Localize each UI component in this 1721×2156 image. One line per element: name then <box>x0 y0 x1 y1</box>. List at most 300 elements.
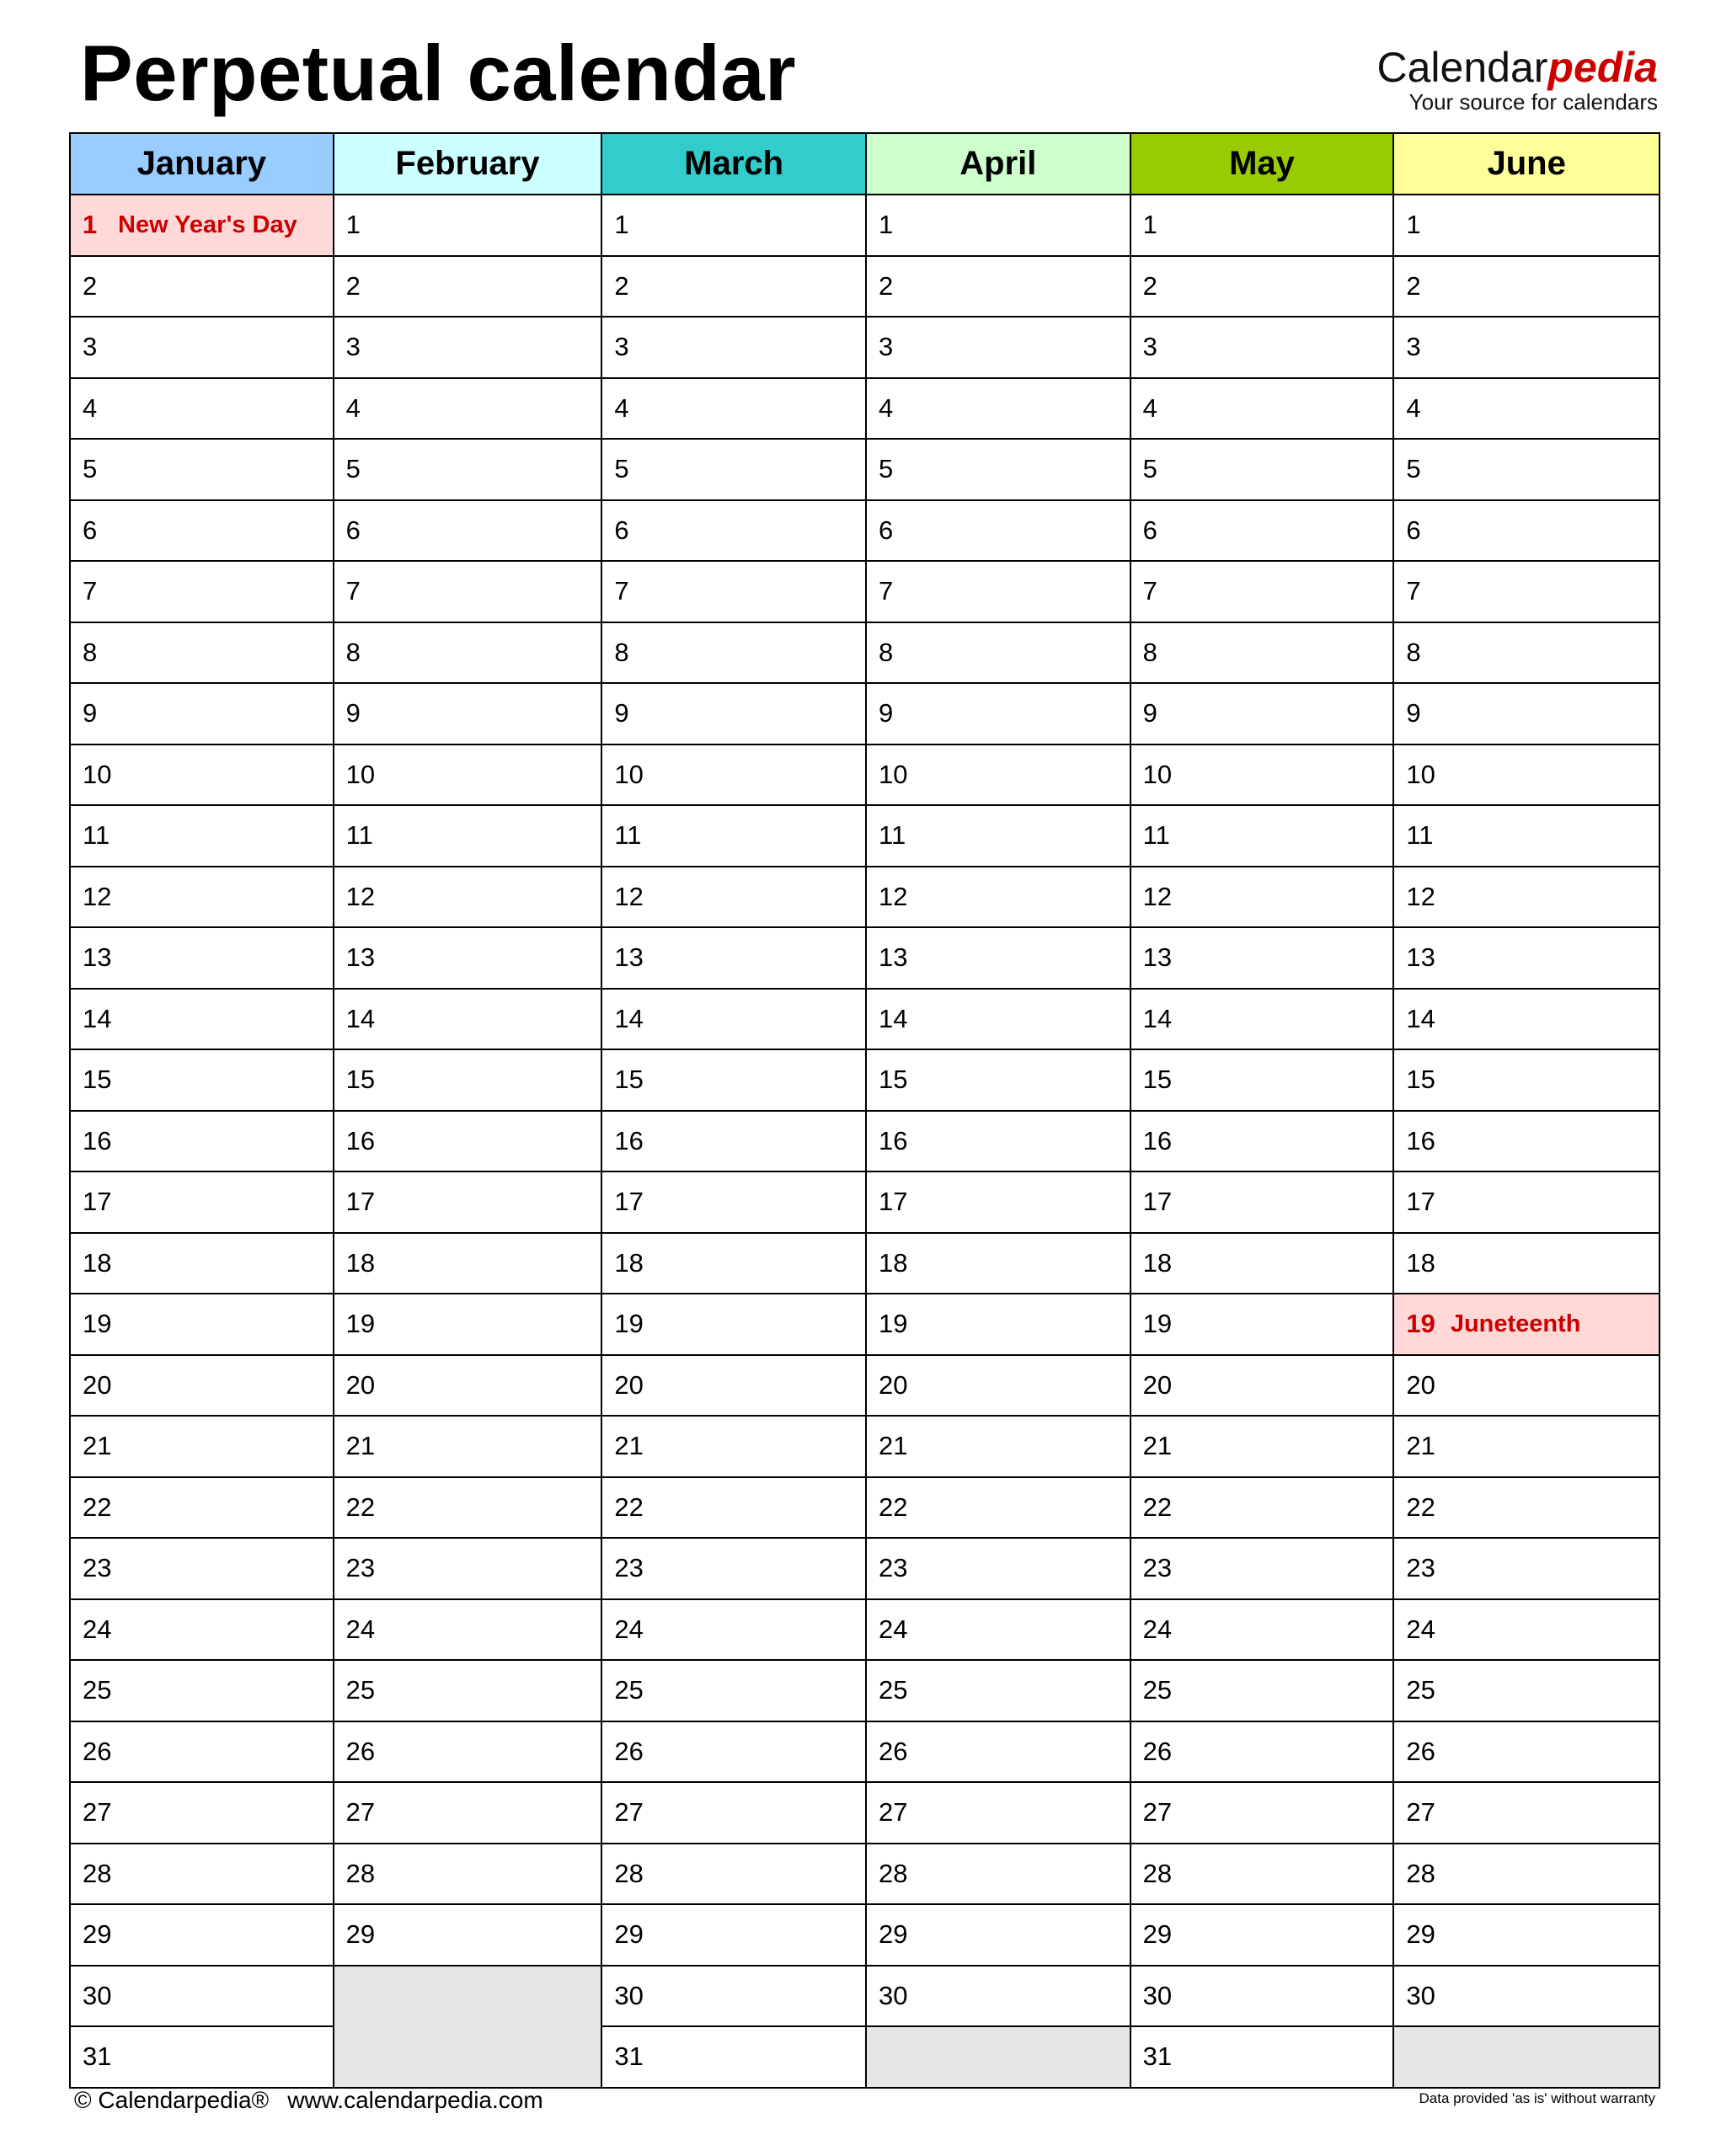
day-number: 19 <box>345 1309 376 1339</box>
day-cell[interactable] <box>867 745 1130 807</box>
day-cell[interactable] <box>1394 1967 1659 2028</box>
day-cell[interactable] <box>602 501 865 563</box>
day-cell[interactable] <box>1131 867 1393 929</box>
day-cell[interactable] <box>71 1539 333 1600</box>
day-cell[interactable] <box>71 501 333 563</box>
day-number: 13 <box>83 942 112 973</box>
day-cell[interactable] <box>602 1112 865 1173</box>
day-cell[interactable] <box>602 1050 865 1112</box>
day-cell[interactable] <box>867 379 1130 440</box>
day-cell[interactable] <box>334 379 601 440</box>
day-number: 1 <box>1406 210 1421 240</box>
day-number: 28 <box>345 1858 376 1888</box>
day-cell[interactable] <box>1131 1844 1393 1906</box>
day-cell[interactable] <box>867 318 1130 379</box>
day-number: 10 <box>1142 759 1173 789</box>
day-cell[interactable] <box>1131 562 1393 623</box>
day-number: 19 <box>83 1309 112 1339</box>
day-number: 30 <box>1142 1980 1173 2010</box>
day-number: 8 <box>614 637 629 667</box>
day-number: 2 <box>345 270 361 301</box>
day-cell[interactable] <box>1394 1661 1659 1722</box>
day-cell[interactable] <box>1394 379 1659 440</box>
day-cell[interactable] <box>867 1234 1130 1295</box>
day-cell[interactable] <box>1394 806 1659 867</box>
month-header-april: April <box>867 134 1130 195</box>
day-number: 4 <box>83 392 98 423</box>
day-cell[interactable] <box>71 684 333 745</box>
day-cell[interactable] <box>602 745 865 807</box>
month-header-march: March <box>602 134 865 195</box>
day-cell[interactable] <box>867 1417 1130 1478</box>
day-cell[interactable] <box>1394 1539 1659 1600</box>
day-cell[interactable] <box>334 745 601 807</box>
month-column-february <box>334 134 603 2089</box>
day-cell[interactable] <box>602 928 865 990</box>
day-cell[interactable] <box>334 501 601 563</box>
day-cell[interactable] <box>334 1356 601 1417</box>
day-cell[interactable] <box>1131 501 1393 563</box>
day-cell[interactable] <box>334 1905 601 1967</box>
day-cell[interactable] <box>1131 1356 1393 1417</box>
day-cell[interactable] <box>1131 318 1393 379</box>
day-cell[interactable] <box>602 562 865 623</box>
day-number: 15 <box>879 1065 908 1095</box>
day-number: 16 <box>83 1125 112 1155</box>
day-cell[interactable] <box>71 1844 333 1906</box>
day-number: 28 <box>1406 1858 1435 1888</box>
day-number: 25 <box>879 1675 908 1705</box>
day-cell[interactable] <box>867 1294 1130 1356</box>
day-number: 2 <box>614 270 629 301</box>
day-cell[interactable] <box>867 1600 1130 1662</box>
day-number: 29 <box>345 1919 376 1950</box>
day-cell[interactable] <box>1131 1600 1393 1662</box>
day-cell[interactable] <box>1131 379 1393 440</box>
day-cell[interactable] <box>867 684 1130 745</box>
day-cell[interactable] <box>1394 562 1659 623</box>
day-cell[interactable] <box>602 1783 865 1844</box>
day-cell[interactable] <box>867 1112 1130 1173</box>
day-number: 22 <box>879 1492 908 1522</box>
day-cell[interactable] <box>1131 1172 1393 1234</box>
brand-logo-main: Calendar <box>1376 44 1548 91</box>
day-number: 22 <box>1142 1492 1173 1522</box>
day-number: 28 <box>879 1858 908 1888</box>
day-number: 9 <box>83 698 98 728</box>
day-number: 24 <box>1406 1614 1435 1644</box>
day-cell[interactable] <box>1131 1722 1393 1784</box>
day-cell[interactable] <box>334 1234 601 1295</box>
day-number: 30 <box>1406 1980 1435 2010</box>
day-cell[interactable] <box>71 1478 333 1540</box>
month-column-january <box>71 134 334 2089</box>
day-cell[interactable] <box>1131 1783 1393 1844</box>
day-number: 6 <box>614 515 629 545</box>
day-number: 15 <box>1406 1065 1435 1095</box>
day-cell[interactable] <box>71 2027 333 2089</box>
day-number: 4 <box>1406 392 1421 423</box>
day-cell[interactable] <box>602 1539 865 1600</box>
day-number: 6 <box>345 515 361 545</box>
day-cell[interactable] <box>602 1478 865 1540</box>
day-cell[interactable] <box>71 1967 333 2028</box>
day-cell[interactable] <box>867 562 1130 623</box>
day-cell[interactable] <box>1394 1600 1659 1662</box>
holiday-cell[interactable] <box>71 195 333 257</box>
day-number: 5 <box>614 454 629 484</box>
day-number: 6 <box>83 515 98 545</box>
day-cell[interactable] <box>71 257 333 318</box>
day-cell[interactable] <box>1131 440 1393 501</box>
day-cell[interactable] <box>71 990 333 1051</box>
day-cell[interactable] <box>867 1967 1130 2028</box>
day-number: 4 <box>1142 392 1157 423</box>
day-cell[interactable] <box>1131 1294 1393 1356</box>
day-cell[interactable] <box>1131 623 1393 685</box>
day-number: 10 <box>879 759 908 789</box>
day-cell[interactable] <box>1131 1112 1393 1173</box>
day-cell[interactable] <box>1131 2027 1393 2089</box>
day-cell[interactable] <box>1131 1661 1393 1722</box>
day-cell[interactable] <box>1394 1356 1659 1417</box>
day-number: 1 <box>345 210 361 240</box>
day-cell[interactable] <box>1131 257 1393 318</box>
day-cell[interactable] <box>1131 1478 1393 1540</box>
day-number: 25 <box>345 1675 376 1705</box>
day-cell[interactable] <box>71 745 333 807</box>
day-number: 11 <box>1142 820 1170 851</box>
day-number: 16 <box>614 1125 644 1155</box>
day-number: 16 <box>879 1125 908 1155</box>
day-number: 6 <box>1142 515 1157 545</box>
day-number: 8 <box>879 637 894 667</box>
day-cell[interactable] <box>867 195 1130 257</box>
day-cell[interactable] <box>334 990 601 1051</box>
day-cell[interactable] <box>1394 623 1659 685</box>
day-cell[interactable] <box>867 1722 1130 1784</box>
day-number: 20 <box>83 1369 112 1400</box>
day-number: 11 <box>1406 820 1434 851</box>
day-cell[interactable] <box>602 195 865 257</box>
day-cell[interactable] <box>867 806 1130 867</box>
day-cell[interactable] <box>1394 195 1659 257</box>
day-number: 7 <box>614 576 629 606</box>
day-number: 20 <box>1142 1369 1173 1400</box>
day-cell[interactable] <box>71 623 333 685</box>
footer-credits <box>74 2087 543 2114</box>
day-cell[interactable] <box>71 867 333 929</box>
day-cell[interactable] <box>602 1844 865 1906</box>
day-cell[interactable] <box>71 1112 333 1173</box>
day-cell[interactable] <box>602 1967 865 2028</box>
day-number: 27 <box>83 1797 112 1828</box>
day-cell[interactable] <box>334 1478 601 1540</box>
day-cell[interactable] <box>867 867 1130 929</box>
day-number: 14 <box>879 1003 908 1033</box>
day-number: 23 <box>1406 1553 1435 1583</box>
day-cell[interactable] <box>1394 440 1659 501</box>
day-number: 8 <box>83 637 98 667</box>
day-cell[interactable] <box>602 1294 865 1356</box>
day-cell[interactable] <box>71 1050 333 1112</box>
day-number: 8 <box>1406 637 1421 667</box>
day-number: 31 <box>614 2041 644 2072</box>
day-number: 14 <box>1142 1003 1173 1033</box>
day-cell[interactable] <box>1394 867 1659 929</box>
day-cell[interactable] <box>1394 1050 1659 1112</box>
day-cell[interactable] <box>334 1172 601 1234</box>
day-cell[interactable] <box>71 1234 333 1295</box>
day-number: 29 <box>879 1919 908 1950</box>
day-cell[interactable] <box>1394 684 1659 745</box>
day-cell[interactable] <box>334 195 601 257</box>
day-cell[interactable] <box>867 440 1130 501</box>
day-number: 9 <box>1406 698 1421 728</box>
day-cell[interactable] <box>71 1905 333 1967</box>
day-cell[interactable] <box>1394 501 1659 563</box>
day-number: 17 <box>83 1187 112 1217</box>
day-cell[interactable] <box>334 1844 601 1906</box>
day-cell[interactable] <box>867 1172 1130 1234</box>
day-cell[interactable] <box>1394 318 1659 379</box>
day-cell[interactable] <box>334 1294 601 1356</box>
day-cell[interactable] <box>334 867 601 929</box>
day-cell[interactable] <box>1394 1234 1659 1295</box>
day-cell[interactable] <box>1131 745 1393 807</box>
day-number: 11 <box>614 820 642 851</box>
day-number: 23 <box>614 1553 644 1583</box>
day-cell[interactable] <box>71 806 333 867</box>
day-cell[interactable] <box>867 1844 1130 1906</box>
day-cell[interactable] <box>602 1722 865 1784</box>
day-cell[interactable] <box>602 440 865 501</box>
day-number: 14 <box>345 1003 376 1033</box>
day-number: 17 <box>879 1187 908 1217</box>
day-number: 3 <box>614 332 629 362</box>
day-cell[interactable] <box>334 1600 601 1662</box>
day-cell[interactable] <box>71 318 333 379</box>
day-cell[interactable] <box>867 1661 1130 1722</box>
day-number: 19 <box>1406 1309 1435 1339</box>
day-cell[interactable] <box>334 562 601 623</box>
day-number: 18 <box>879 1247 908 1278</box>
day-number: 2 <box>1406 270 1421 301</box>
day-number: 22 <box>345 1492 376 1522</box>
day-cell[interactable] <box>602 684 865 745</box>
day-number: 10 <box>83 759 112 789</box>
day-number: 16 <box>1406 1125 1435 1155</box>
day-cell[interactable] <box>867 1539 1130 1600</box>
day-cell[interactable] <box>602 806 865 867</box>
day-number: 9 <box>345 698 361 728</box>
day-number: 12 <box>614 881 644 911</box>
day-cell[interactable] <box>334 1417 601 1478</box>
day-cell[interactable] <box>334 257 601 318</box>
holiday-cell[interactable] <box>1394 1294 1659 1356</box>
month-header-may: May <box>1131 134 1393 195</box>
day-number: 3 <box>83 332 98 362</box>
day-cell[interactable] <box>602 1417 865 1478</box>
day-cell[interactable] <box>334 1783 601 1844</box>
day-number: 27 <box>879 1797 908 1828</box>
day-cell[interactable] <box>334 1722 601 1784</box>
day-number: 3 <box>879 332 894 362</box>
day-cell[interactable] <box>602 623 865 685</box>
day-number: 13 <box>1142 942 1173 973</box>
day-cell[interactable] <box>602 257 865 318</box>
day-cell[interactable] <box>1394 928 1659 990</box>
month-column-june <box>1394 134 1660 2089</box>
day-cell[interactable] <box>867 1783 1130 1844</box>
day-cell[interactable] <box>867 990 1130 1051</box>
day-cell[interactable] <box>1394 257 1659 318</box>
holiday-name: New Year's Day <box>118 211 297 238</box>
day-cell[interactable] <box>867 501 1130 563</box>
day-number: 16 <box>1142 1125 1173 1155</box>
day-number: 29 <box>83 1919 112 1950</box>
day-number: 4 <box>879 392 894 423</box>
day-cell[interactable] <box>334 1661 601 1722</box>
month-column-april <box>867 134 1131 2089</box>
day-cell[interactable] <box>71 1172 333 1234</box>
day-number: 14 <box>83 1003 112 1033</box>
day-cell[interactable] <box>602 1234 865 1295</box>
month-header-june: June <box>1394 134 1659 195</box>
day-number: 1 <box>83 210 98 240</box>
day-number: 17 <box>345 1187 376 1217</box>
day-cell[interactable] <box>1131 1234 1393 1295</box>
day-number: 1 <box>1142 210 1157 240</box>
day-number: 9 <box>614 698 629 728</box>
footer-url[interactable]: www.calendarpedia.com <box>287 2087 543 2113</box>
day-number: 20 <box>614 1369 644 1400</box>
day-cell[interactable] <box>71 928 333 990</box>
day-number: 2 <box>879 270 894 301</box>
day-cell[interactable] <box>1394 990 1659 1051</box>
day-cell[interactable] <box>1131 806 1393 867</box>
day-cell[interactable] <box>71 1722 333 1784</box>
day-cell[interactable] <box>1131 1539 1393 1600</box>
day-cell[interactable] <box>1394 1478 1659 1540</box>
day-number: 23 <box>1142 1553 1173 1583</box>
day-cell[interactable] <box>602 1356 865 1417</box>
day-cell[interactable] <box>867 1905 1130 1967</box>
day-cell[interactable] <box>71 1600 333 1662</box>
day-cell[interactable] <box>71 440 333 501</box>
day-number: 20 <box>1406 1369 1435 1400</box>
day-number: 19 <box>614 1309 644 1339</box>
day-number: 7 <box>879 576 894 606</box>
day-cell[interactable] <box>334 1539 601 1600</box>
day-number: 26 <box>1406 1736 1435 1766</box>
day-number: 8 <box>1142 637 1157 667</box>
day-cell[interactable] <box>1131 1905 1393 1967</box>
day-cell[interactable] <box>71 1356 333 1417</box>
day-cell[interactable] <box>1131 928 1393 990</box>
day-cell[interactable] <box>71 1294 333 1356</box>
day-cell[interactable] <box>334 928 601 990</box>
day-cell[interactable] <box>602 318 865 379</box>
day-number: 25 <box>1406 1675 1435 1705</box>
page-title: Perpetual calendar <box>80 29 797 117</box>
day-cell[interactable] <box>867 257 1130 318</box>
day-number: 30 <box>614 1980 644 2010</box>
day-number: 21 <box>879 1431 908 1461</box>
day-number: 27 <box>614 1797 644 1828</box>
day-cell[interactable] <box>1131 1050 1393 1112</box>
day-cell[interactable] <box>334 1112 601 1173</box>
month-column-march <box>602 134 867 2089</box>
day-cell[interactable] <box>334 318 601 379</box>
day-cell[interactable] <box>1131 195 1393 257</box>
day-cell[interactable] <box>1394 1417 1659 1478</box>
day-cell[interactable] <box>867 623 1130 685</box>
day-cell[interactable] <box>867 1356 1130 1417</box>
day-cell[interactable] <box>71 1417 333 1478</box>
day-cell[interactable] <box>1131 990 1393 1051</box>
day-number: 2 <box>1142 270 1157 301</box>
day-cell[interactable] <box>867 1478 1130 1540</box>
day-cell[interactable] <box>602 867 865 929</box>
day-cell[interactable] <box>602 1905 865 1967</box>
day-cell[interactable] <box>71 1661 333 1722</box>
day-cell[interactable] <box>334 1050 601 1112</box>
day-number: 19 <box>879 1309 908 1339</box>
day-cell[interactable] <box>1131 1417 1393 1478</box>
day-cell[interactable] <box>1394 1722 1659 1784</box>
day-number: 21 <box>614 1431 644 1461</box>
day-cell[interactable] <box>1394 1905 1659 1967</box>
day-cell[interactable] <box>71 379 333 440</box>
day-number: 8 <box>345 637 361 667</box>
day-cell[interactable] <box>1394 1783 1659 1844</box>
day-number: 15 <box>1142 1065 1173 1095</box>
day-number: 22 <box>1406 1492 1435 1522</box>
day-number: 7 <box>83 576 98 606</box>
brand-tagline: Your source for calendars <box>1408 89 1658 115</box>
day-cell[interactable] <box>334 623 601 685</box>
day-cell[interactable] <box>1131 684 1393 745</box>
day-number: 5 <box>1142 454 1157 484</box>
day-number: 24 <box>879 1614 908 1644</box>
day-cell[interactable] <box>602 1661 865 1722</box>
day-cell[interactable] <box>1394 1112 1659 1173</box>
day-cell[interactable] <box>1131 1967 1393 2028</box>
day-cell[interactable] <box>334 440 601 501</box>
day-number: 29 <box>1142 1919 1173 1950</box>
day-cell[interactable] <box>867 1050 1130 1112</box>
day-cell[interactable] <box>71 1783 333 1844</box>
day-cell[interactable] <box>867 928 1130 990</box>
day-number: 27 <box>1142 1797 1173 1828</box>
day-cell[interactable] <box>1394 1844 1659 1906</box>
day-cell[interactable] <box>602 1172 865 1234</box>
day-cell[interactable] <box>1394 745 1659 807</box>
day-number: 12 <box>1406 881 1435 911</box>
day-cell[interactable] <box>602 379 865 440</box>
day-cell[interactable] <box>602 990 865 1051</box>
day-cell[interactable] <box>334 806 601 867</box>
day-cell[interactable] <box>602 2027 865 2089</box>
day-number: 24 <box>345 1614 376 1644</box>
day-cell[interactable] <box>71 562 333 623</box>
day-number: 14 <box>614 1003 644 1033</box>
day-cell[interactable] <box>334 684 601 745</box>
day-cell[interactable] <box>602 1600 865 1662</box>
day-number: 27 <box>345 1797 376 1828</box>
day-cell[interactable] <box>1394 1172 1659 1234</box>
